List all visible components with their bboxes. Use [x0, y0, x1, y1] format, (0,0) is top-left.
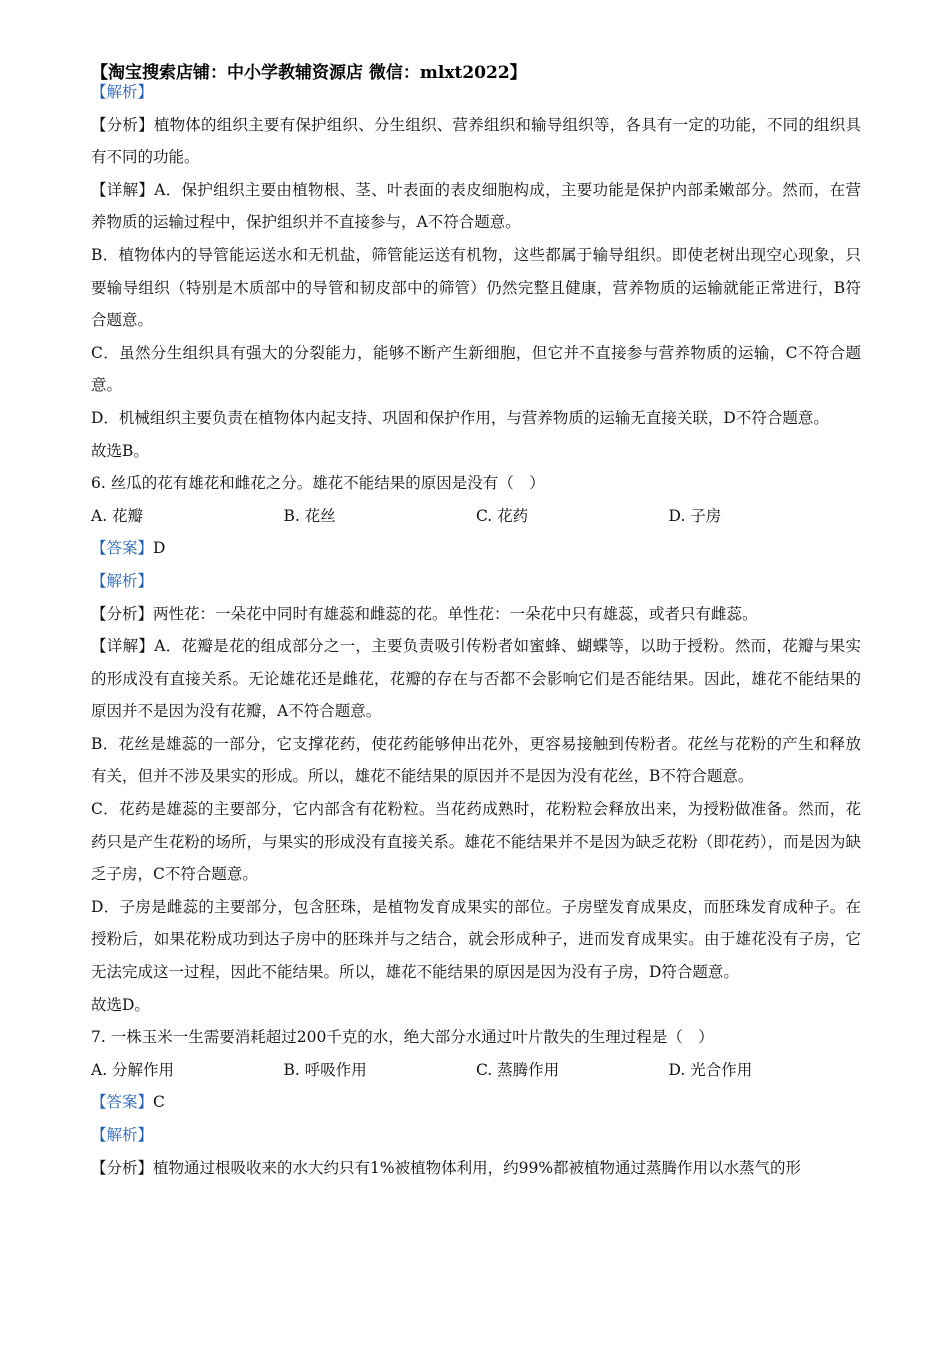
q6-answer	[91, 532, 861, 565]
q6-option-c: C. 花药	[476, 506, 529, 525]
q5-option-c-explanation: C．虽然分生组织具有强大的分裂能力，能够不断产生新细胞，但它并不直接参与营养物质的运输，C不符合题意。	[91, 343, 861, 395]
q7-option-a: A. 分解作用	[91, 1060, 175, 1079]
q6-jiexi-heading	[91, 565, 861, 598]
xiangjie-tag: 【详解】	[91, 180, 155, 199]
fenxi-tag: 【分析】	[91, 1158, 154, 1177]
q5-fenxi	[91, 109, 861, 174]
q7-fenxi-text: 植物通过根吸收来的水大约只有1%被植物体利用，约99%都被植物通过蒸腾作用以水蒸气的形	[153, 1158, 802, 1177]
q6-option-b-explanation: B．花丝是雄蕊的一部分，它支撑花药，使花药能够伸出花外，更容易接触到传粉者。花丝与花粉的产生和释放有关，但并不涉及果实的形成。所以，雄花不能结果的原因并不是因为没有花丝，B不符合题意。	[91, 734, 861, 786]
q6-answer-value: D	[153, 539, 166, 558]
q7-fenxi	[91, 1152, 861, 1185]
q5-option-a-explanation: A．保护组织主要由植物根、茎、叶表面的表皮细胞构成，主要功能是保护内部柔嫩部分。然而，在营养物质的运输过程中，保护组织并不直接参与，A不符合题意。	[91, 180, 861, 232]
daan-tag: 【答案】	[91, 539, 154, 558]
jiexi-tag: 【解析】	[91, 571, 154, 590]
jiexi-tag: 【解析】	[91, 83, 154, 101]
store-header: 【淘宝搜索店铺：中小学教辅资源店 微信：mlxt2022】	[91, 63, 527, 83]
q5-xiangjie-a	[91, 174, 861, 239]
document-body	[91, 76, 861, 1184]
daan-tag: 【答案】	[91, 1093, 154, 1112]
q7-jiexi-heading	[91, 1119, 861, 1152]
q5-conclusion: 故选B。	[91, 441, 149, 460]
q6-option-a-explanation: A．花瓣是花的组成部分之一，主要负责吸引传粉者如蜜蜂、蝴蝶等，以助于授粉。然而，花瓣与果实的形成没有直接关系。无论雄花还是雌花，花瓣的存在与否都不会影响它们是否能结果。因此，雄花不能结果的原因并不是因为没有花瓣，A不符合题意。	[91, 637, 861, 721]
xiangjie-tag: 【详解】	[91, 637, 155, 656]
fenxi-tag: 【分析】	[91, 115, 154, 134]
q7-stem: 7. 一株玉米一生需要消耗超过200千克的水，绝大部分水通过叶片散失的生理过程是（ ）	[91, 1028, 714, 1047]
q7-option-d: D. 光合作用	[668, 1060, 753, 1079]
q6-option-a: A. 花瓣	[91, 506, 144, 525]
q5-fenxi-text: 植物体的组织主要有保护组织、分生组织、营养组织和输导组织等，各具有一定的功能，不同的组织具有不同的功能。	[91, 115, 861, 167]
q7-answer-value: C	[153, 1093, 165, 1112]
q5-option-b-explanation: B．植物体内的导管能运送水和无机盐，筛管能运送有机物，这些都属于输导组织。即使老树出现空心现象，只要输导组织（特别是木质部中的导管和韧皮部中的筛管）仍然完整且健康，营养物质的运输就能正常进行，B符合题意。	[91, 245, 861, 330]
q6-option-c-explanation: C．花药是雄蕊的主要部分，它内部含有花粉粒。当花药成熟时，花粉粒会释放出来，为授粉做准备。然而，花药只是产生花粉的场所，与果实的形成没有直接关系。雄花不能结果并不是因为缺乏花粉（即花药），而是因为缺乏子房，C不符合题意。	[91, 800, 861, 884]
q6-xiangjie-a	[91, 630, 861, 728]
q7-option-b: B. 呼吸作用	[283, 1060, 367, 1079]
q6-conclusion: 故选D。	[91, 995, 150, 1014]
q6-option-d-explanation: D．子房是雌蕊的主要部分，包含胚珠，是植物发育成果实的部位。子房壁发育成果皮，而胚珠发育成种子。在授粉后，如果花粉成功到达子房中的胚珠并与之结合，就会形成种子，进而发育成果实。由于雄花没有子房，它无法完成这一过程，因此不能结果。所以，雄花不能结果的原因是因为没有子房，D符合题意。	[91, 897, 861, 982]
q6-option-b: B. 花丝	[283, 506, 336, 525]
q6-fenxi	[91, 598, 861, 631]
jiexi-tag: 【解析】	[91, 1126, 154, 1144]
q5-option-d-explanation: D．机械组织主要负责在植物体内起支持、巩固和保护作用，与营养物质的运输无直接关联，D不符合题意。	[91, 408, 829, 427]
q7-option-c: C. 蒸腾作用	[476, 1060, 560, 1079]
q6-option-d: D. 子房	[668, 506, 722, 525]
fenxi-tag: 【分析】	[91, 604, 154, 623]
q6-options	[91, 500, 861, 533]
q7-answer	[91, 1086, 861, 1119]
q6-stem: 6. 丝瓜的花有雄花和雌花之分。雄花不能结果的原因是没有（ ）	[91, 474, 545, 493]
q7-options	[91, 1054, 861, 1087]
q5-jiexi-heading	[91, 76, 861, 109]
q6-fenxi-text: 两性花：一朵花中同时有雄蕊和雌蕊的花。单性花：一朵花中只有雄蕊，或者只有雌蕊。	[153, 604, 758, 623]
